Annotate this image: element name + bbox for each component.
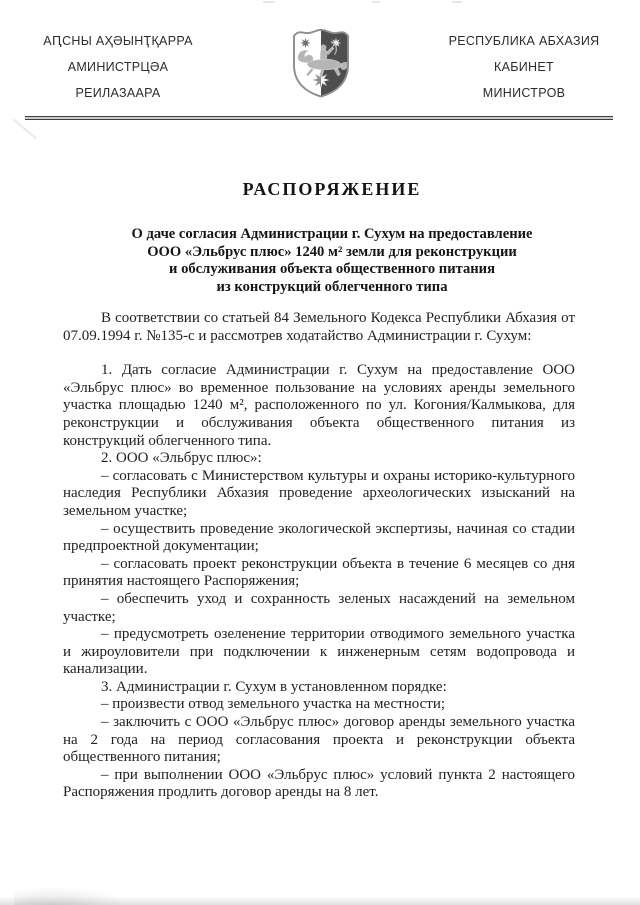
letterhead-left-line-2: АМИНИСТРЦӘА (67, 60, 169, 74)
paragraph-item-1: 1. Дать согласие Администрации г. Сухум на предоставление ООО «Эльбрус плюс» во временное пользование на условиях аренды земельного участка площадью 1240 м², расположенного по ул. Когония/Калмыкова, для реконструкции и обслуживания объекта общественного питания из конструкций облегченного типа. (63, 362, 575, 449)
scan-edge-mark (452, 1, 462, 3)
abkhazia-coat-of-arms-icon (290, 26, 352, 105)
document-body (63, 310, 575, 802)
paragraph-item-3: 3. Администрации г. Сухум в установленном порядке: (101, 678, 447, 695)
paragraph-preamble: В соответствии со статьей 84 Земельного Кодекса Республики Абхазия от 07.09.1994 г. №135-с и рассмотрев ходатайство Администрации г. Сухум: (63, 310, 575, 344)
subtitle-line-4: из конструкций облегченного типа (216, 278, 448, 295)
letterhead-right-line-1: РЕСПУБЛИКА АБХАЗИЯ (448, 34, 600, 48)
paragraph-item-3-dash-3: – при выполнении ООО «Эльбрус плюс» условий пункта 2 настоящего Распоряжения продлить договор аренды на 8 лет. (63, 766, 575, 801)
letterhead-left (30, 26, 206, 106)
document-title: РАСПОРЯЖЕНИЕ (242, 179, 422, 199)
scan-scratch-artifact (13, 119, 37, 139)
scan-edge-mark (263, 1, 275, 3)
subtitle-line-3: и обслуживания объекта общественного питания (169, 261, 495, 277)
subtitle-line-1: О даче согласия Администрации г. Сухум на предоставление (131, 226, 533, 242)
letterhead-left-line-3: РЕИЛАЗААРА (75, 86, 161, 100)
subtitle-line-2: ООО «Эльбрус плюс» 1240 м² земли для реконструкции (147, 243, 517, 260)
letterhead-right (436, 26, 612, 106)
small-star-left-icon (300, 38, 310, 48)
paragraph-item-2-dash-5: – предусмотреть озеленение территории отводимого земельного участка и жироуловители при подключении к инженерным сетям водопровода и канализации. (63, 626, 575, 678)
title-block (0, 179, 640, 296)
paragraph-item-3-dash-2: – заключить с ООО «Эльбрус плюс» договор аренды земельного участка на 2 года на период согласования проекта и реконструкции объекта общественного питания; (63, 714, 575, 766)
paragraph-item-2-dash-3: – согласовать проект реконструкции объекта в течение 6 месяцев со дня принятия настоящего Распоряжения; (63, 555, 575, 590)
letterhead-right-line-2: КАБИНЕТ (494, 60, 554, 74)
paragraph-item-3-dash-1: – произвести отвод земельного участка на местности; (101, 696, 446, 713)
letterhead-right-line-3: МИНИСТРОВ (482, 86, 566, 100)
header-divider (25, 116, 613, 120)
paragraph-item-2-dash-4: – обеспечить уход и сохранность зеленых насаждений на земельном участке; (63, 590, 575, 625)
letterhead (0, 0, 640, 106)
scan-bottom-shade (0, 896, 640, 905)
document-subtitle (24, 226, 640, 296)
paragraph-item-2-dash-2: – осуществить проведение экологической экспертизы, начиная со стадии предпроектной документации; (63, 520, 575, 555)
paragraph-item-2: 2. ООО «Эльбрус плюс»: (101, 450, 262, 467)
paragraph-item-2-dash-1: – согласовать с Министерством культуры и охраны историко-культурного наследия Республики Абхазия проведение археологических изысканий на земельном участке; (63, 467, 575, 519)
letterhead-left-line-1: АԤСНЫ АҲӘЫНҬҚАРРА (43, 34, 193, 48)
scan-edge-mark (372, 1, 380, 3)
